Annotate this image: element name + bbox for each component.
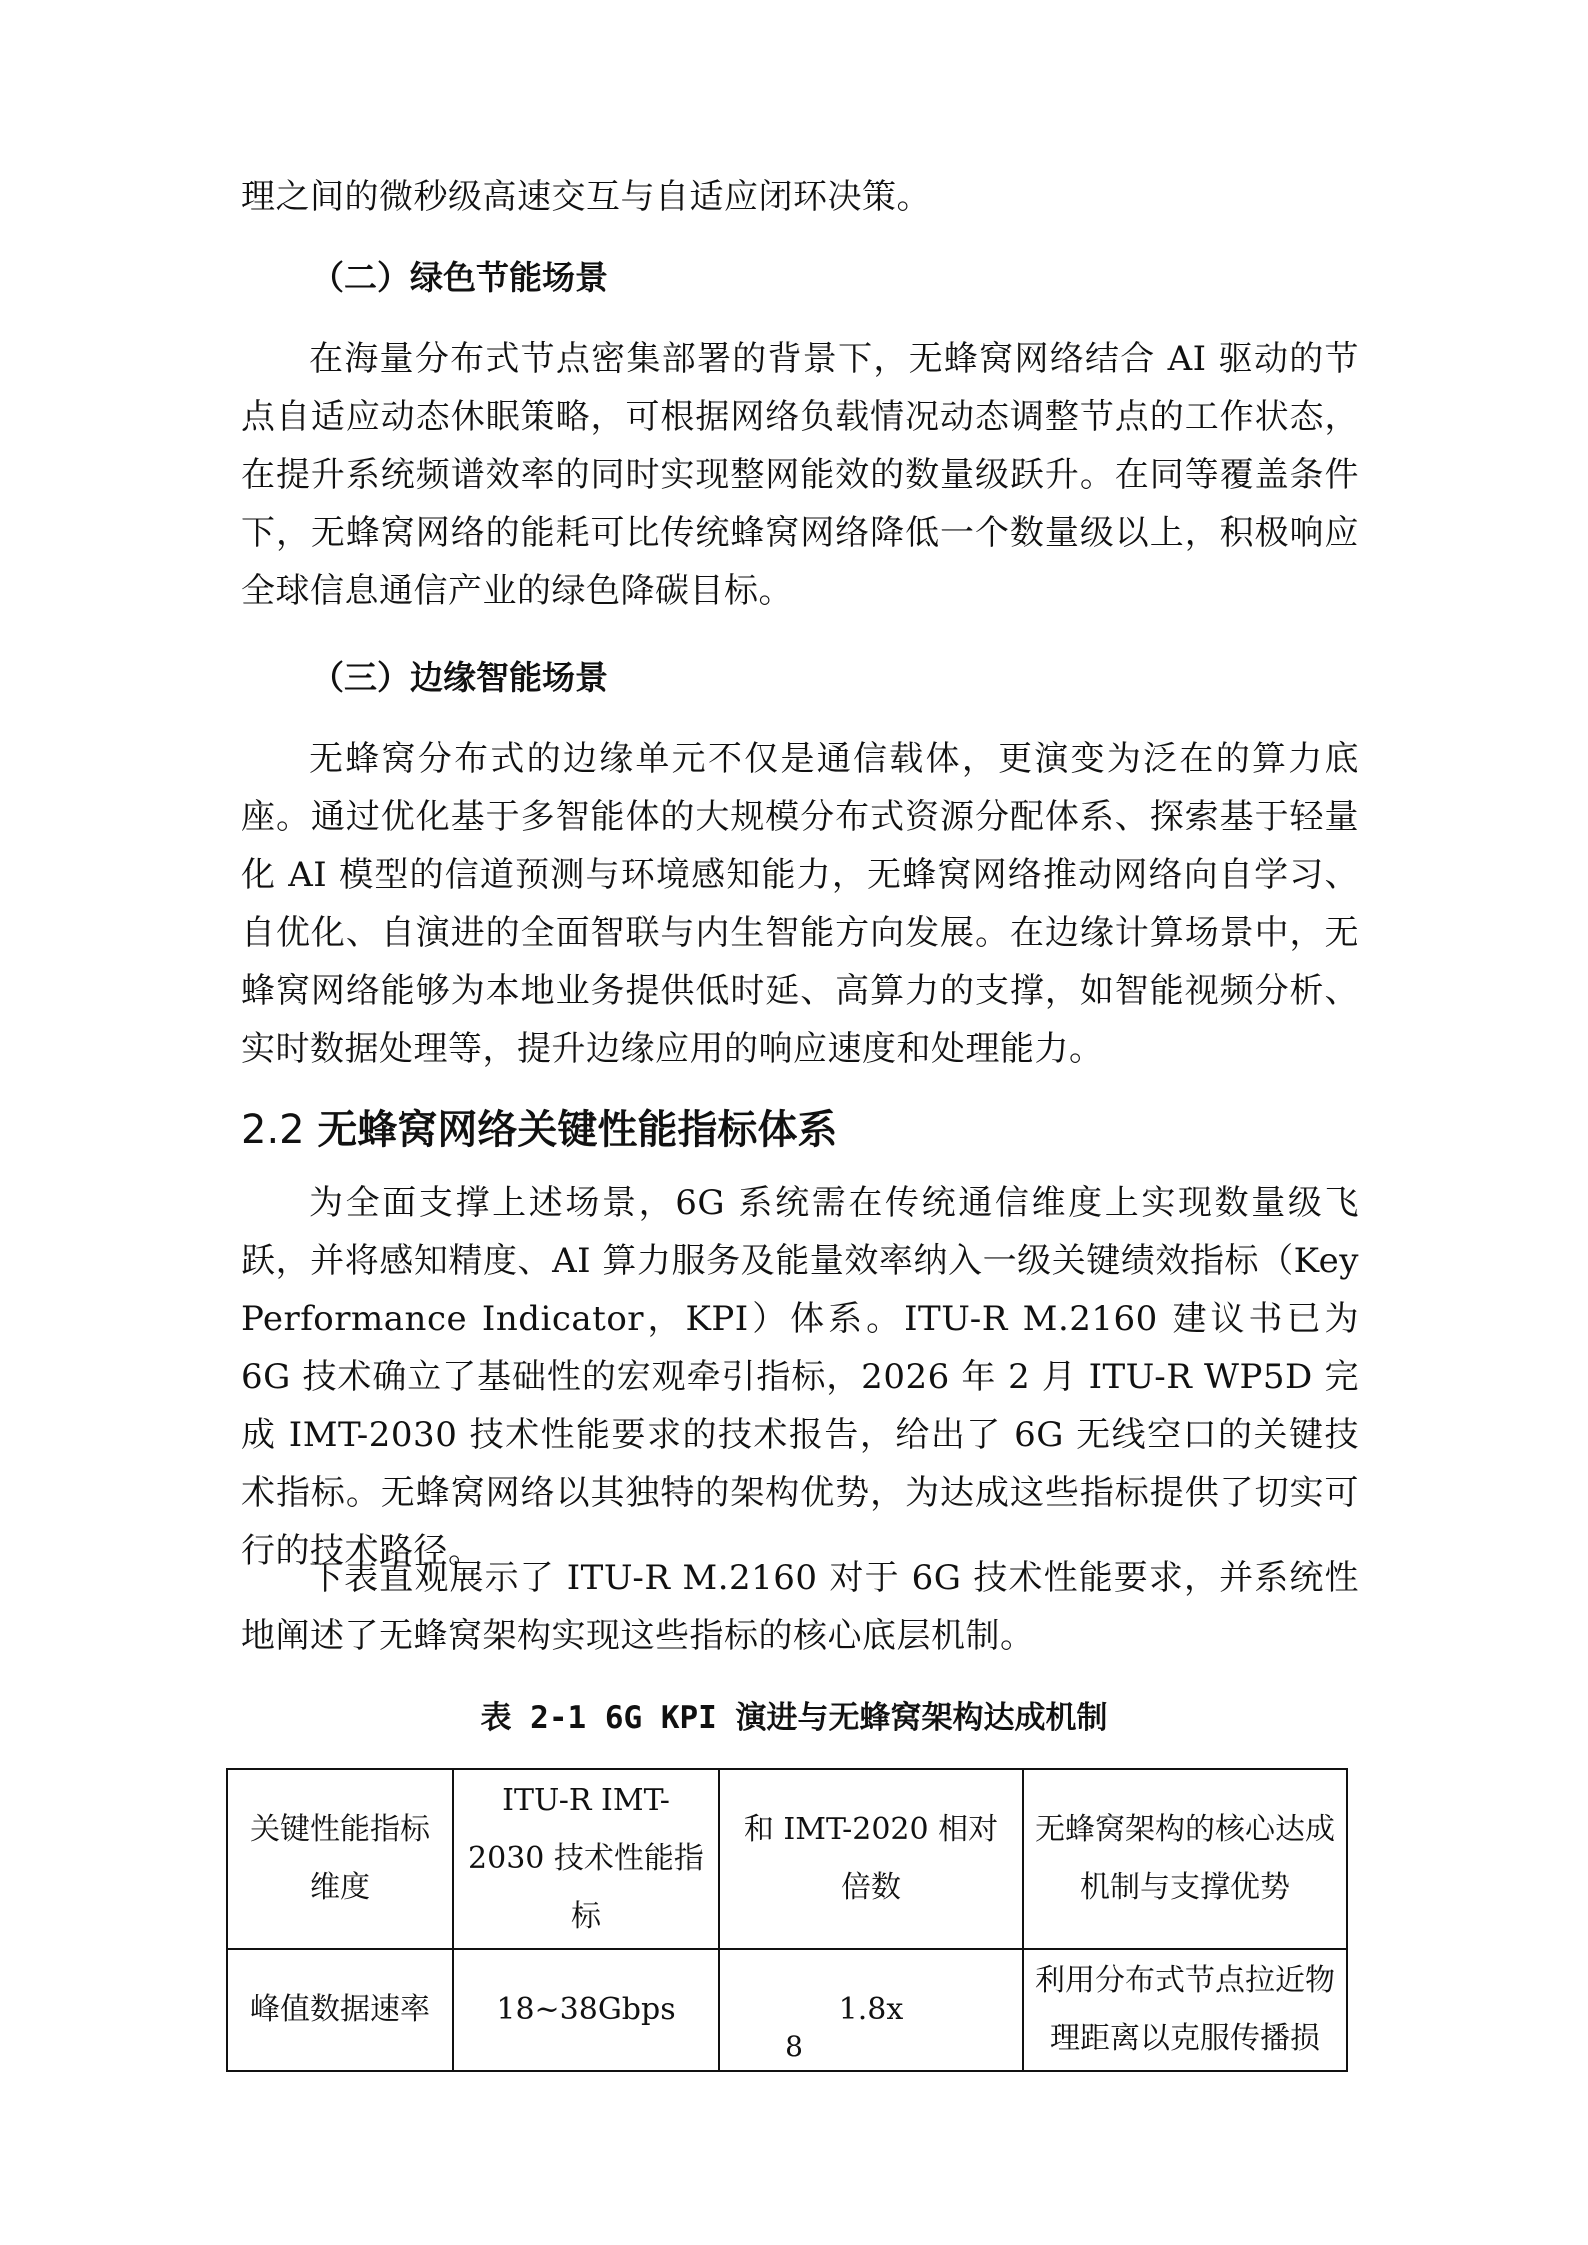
cell-dimension: 峰值数据速率 bbox=[227, 1949, 453, 2071]
cell-mechanism: 利用分布式节点拉近物理距离以克服传播损 bbox=[1023, 1949, 1347, 2071]
header-cellfree-mechanism: 无蜂窝架构的核心达成机制与支撑优势 bbox=[1023, 1769, 1347, 1949]
header-imt2030-target: ITU-R IMT-2030 技术性能指标 bbox=[453, 1769, 719, 1949]
cell-target: 18~38Gbps bbox=[453, 1949, 719, 2071]
table-caption: 表 2-1 6G KPI 演进与无蜂窝架构达成机制 bbox=[480, 1700, 1108, 1736]
paragraph-green-scenario: 在海量分布式节点密集部署的背景下，无蜂窝网络结合 AI 驱动的节点自适应动态休眠策略，可根据网络负载情况动态调整节点的工作状态，在提升系统频谱效率的同时实现整网能效的数量级跃升。在同等覆盖条件下，无蜂窝网络的能耗可比传统蜂窝网络降低一个数量级以上，积极响应全球信息通信产业的绿色降碳目标。 bbox=[241, 339, 1359, 611]
page-number: 8 bbox=[785, 2030, 803, 2063]
section-heading bbox=[241, 1102, 837, 1158]
section-number: 2.2 bbox=[241, 1107, 305, 1153]
paragraph-edge-scenario: 无蜂窝分布式的边缘单元不仅是通信载体，更演变为泛在的算力底座。通过优化基于多智能体的大规模分布式资源分配体系、探索基于轻量化 AI 模型的信道预测与环境感知能力，无蜂窝网络推动网络向自学习、自优化、自演进的全面智联与内生智能方向发展。在边缘计算场景中，无蜂窝网络能够为本地业务提供低时延、高算力的支撑，如智能视频分析、实时数据处理等，提升边缘应用的响应速度和处理能力。 bbox=[241, 739, 1359, 1069]
section-title-text: 无蜂窝网络关键性能指标体系 bbox=[317, 1107, 838, 1153]
paragraph-continued: 理之间的微秒级高速交互与自适应闭环决策。 bbox=[241, 177, 931, 217]
subheading-green-energy-saving: （二）绿色节能场景 bbox=[311, 258, 608, 297]
paragraph-table-intro: 下表直观展示了 ITU-R M.2160 对于 6G 技术性能要求，并系统性地阐述了无蜂窝架构实现这些指标的核心底层机制。 bbox=[241, 1558, 1359, 1656]
cell-ratio: 1.8x bbox=[719, 1949, 1023, 2071]
subheading-edge-intelligence: （三）边缘智能场景 bbox=[311, 658, 608, 697]
header-relative-ratio: 和 IMT-2020 相对倍数 bbox=[719, 1769, 1023, 1949]
table-header-row bbox=[227, 1769, 1347, 1949]
paragraph-kpi-intro: 为全面支撑上述场景，6G 系统需在传统通信维度上实现数量级飞跃，并将感知精度、AI 算力服务及能量效率纳入一级关键绩效指标（Key Performance Indicator，KPI）体系。ITU-R M.2160 建议书已为 6G 技术确立了基础性的宏观牵引指标，2026 年 2 月 ITU-R WP5D 完成 IMT-2030 技术性能要求的技术报告，给出了 6G 无线空口的关键技术指标。无蜂窝网络以其独特的架构优势，为达成这些指标提供了切实可行的技术路径。 bbox=[241, 1183, 1359, 1571]
header-kpi-dimension: 关键性能指标维度 bbox=[227, 1769, 453, 1949]
